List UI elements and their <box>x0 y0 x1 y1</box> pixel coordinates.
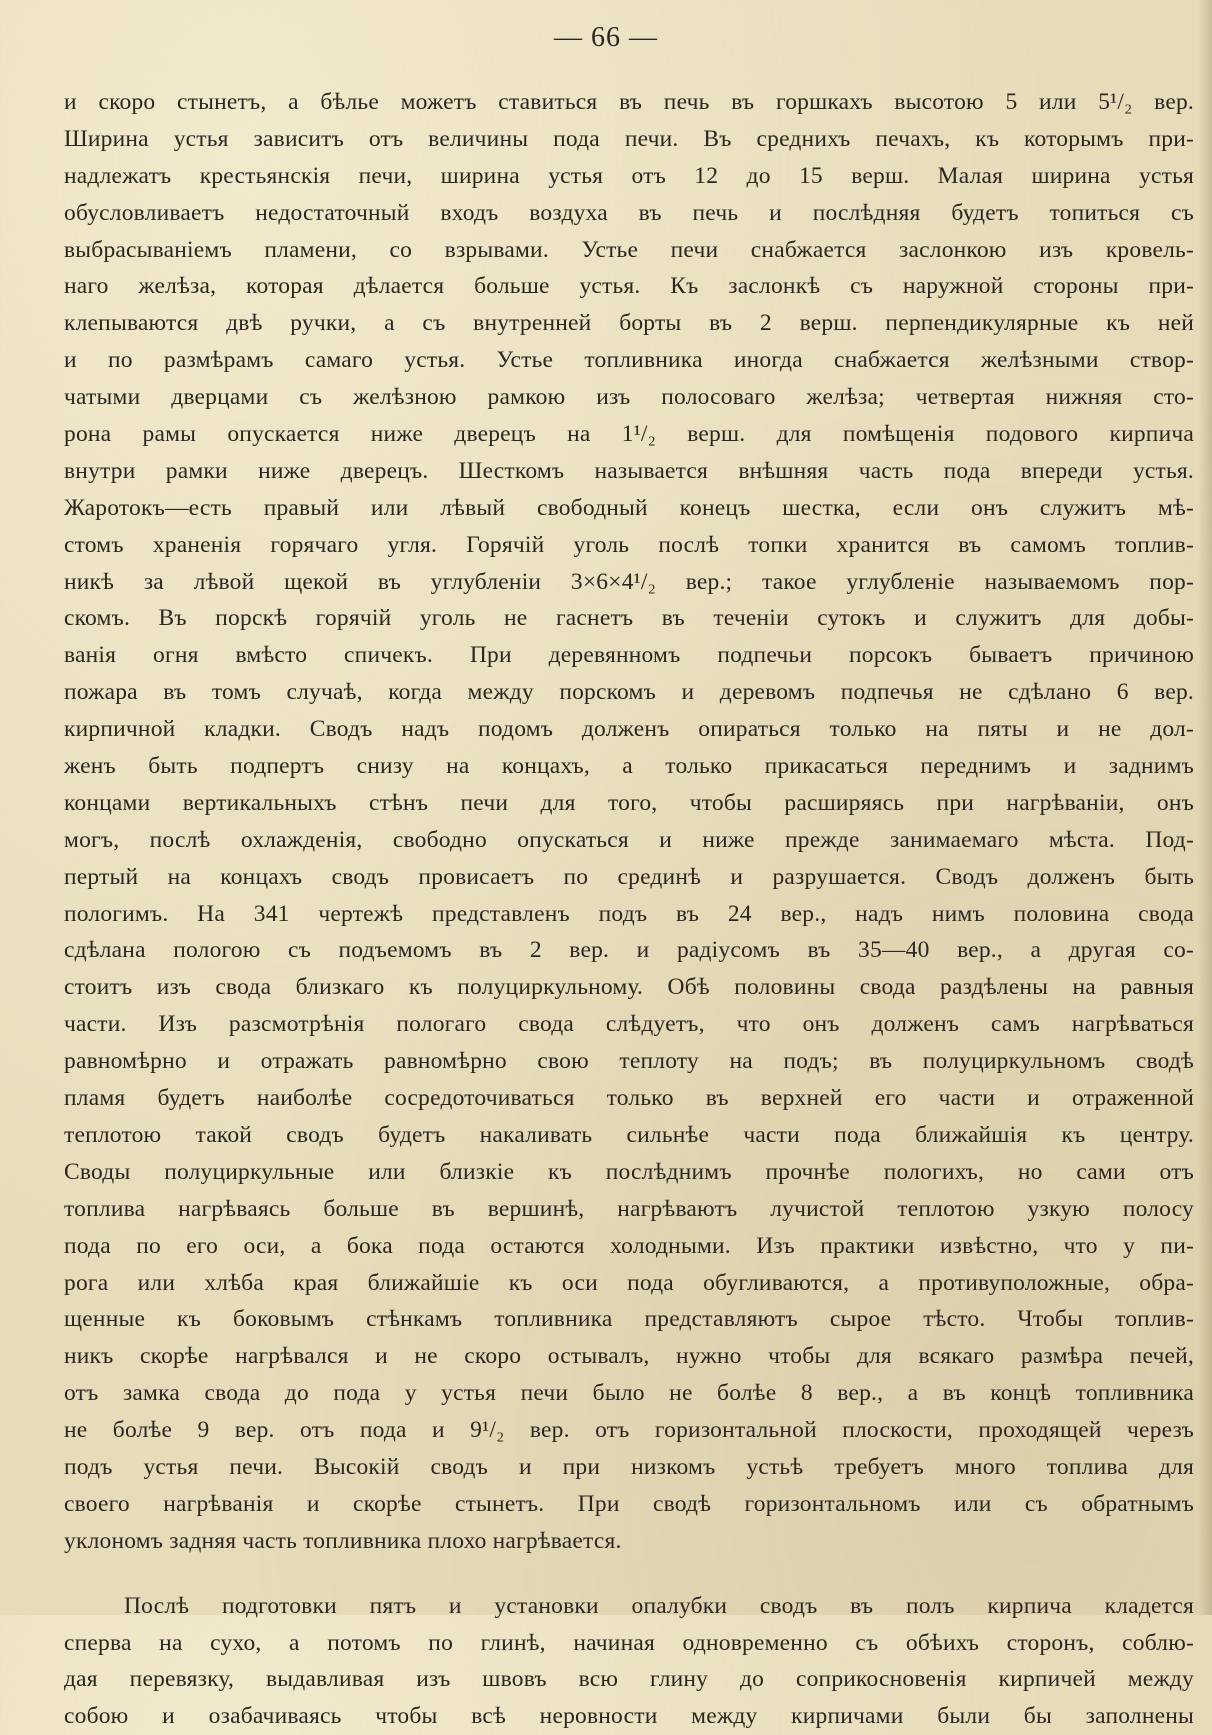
text-line: кирпичной кладки. Сводъ надъ подомъ долженъ опираться только на пяты и не дол- <box>64 716 1194 743</box>
text-line: рога или хлѣба края ближайшіе къ оси пода обугливаются, а противуположные, обра- <box>64 1269 1194 1296</box>
text-line: сперва на сухо, а потомъ по глинѣ, начиная одновременно съ обѣихъ сторонъ, соблю- <box>64 1629 1194 1656</box>
text-line: подъ устья печи. Высокій сводъ и при низкомъ устьѣ требуетъ много топлива для <box>64 1453 1194 1480</box>
text-line: Ширина устья зависитъ отъ величины пода печи. Въ среднихъ печахъ, къ которымъ при- <box>64 125 1194 152</box>
text-line: обусловливаетъ недостаточный входъ воздуха въ печь и послѣдняя будетъ топиться съ <box>64 199 1194 226</box>
text-line: части. Изъ разсмотрѣнія пологаго свода слѣдуетъ, что онъ долженъ самъ нагрѣваться <box>64 1011 1194 1038</box>
text-line: клепываются двѣ ручки, а съ внутренней борты въ 2 верш. перпендикулярные къ ней <box>64 310 1194 337</box>
text-line: пода по его оси, а бока пода остаются холодными. Изъ практики извѣстно, что у пи- <box>64 1232 1194 1259</box>
text-line: надлежатъ крестьянскія печи, ширина устья отъ 12 до 15 верш. Малая ширина устья <box>64 162 1194 189</box>
text-line: и по размѣрамъ самаго устья. Устье топливника иногда снабжается желѣзными створ- <box>64 347 1194 374</box>
paragraph-spacer <box>64 1560 1194 1588</box>
paragraph-2 <box>64 1588 1194 1735</box>
page-edge-shadow <box>1198 0 1212 1615</box>
text-line: и скоро стынетъ, а бѣлье можетъ ставиться въ печь въ горшкахъ высотою 5 или 5¹/₂ вер. <box>64 89 1194 115</box>
text-line: не болѣе 9 вер. отъ пода и 9¹/₂ вер. отъ горизонтальной плоскости, проходящей черезъ <box>64 1417 1194 1444</box>
text-line: пологимъ. На 341 чертежѣ представленъ подъ въ 24 вер., надъ нимъ половина свода <box>64 900 1194 927</box>
text-line: дая перевязку, выдавливая изъ швовъ всю глину до соприкосновенія кирпичей между <box>64 1666 1194 1693</box>
text-line: собою и озабачиваясь чтобы всѣ неровности между кирпичами были бы заполнены <box>64 1703 1194 1730</box>
body-text <box>64 84 1194 1735</box>
text-line: пламя будетъ наиболѣе сосредоточиваться только въ верхней его части и отраженной <box>64 1085 1194 1112</box>
text-line: женъ быть подпертъ снизу на концахъ, а только прикасаться переднимъ и заднимъ <box>64 753 1194 780</box>
paragraph-1 <box>64 84 1194 1560</box>
text-line: концами вертикальныхъ стѣнъ печи для того, чтобы расширяясь при нагрѣваніи, онъ <box>64 789 1194 816</box>
text-line: пожара въ томъ случаѣ, когда между порскомъ и деревомъ подпечья не сдѣлано 6 вер. <box>64 679 1194 706</box>
text-line: стомъ храненія горячаго угля. Горячій уголь послѣ топки хранится въ самомъ топлив- <box>64 531 1194 558</box>
text-line: пертый на концахъ сводъ провисаетъ по срединѣ и разрушается. Сводъ долженъ быть <box>64 863 1194 890</box>
text-line: равномѣрно и отражать равномѣрно свою теплоту на подъ; въ полуциркульномъ сводѣ <box>64 1048 1194 1075</box>
text-line: топлива нагрѣваясь больше въ вершинѣ, нагрѣваютъ лучистой теплотою узкую полосу <box>64 1195 1194 1222</box>
text-line: могъ, послѣ охлажденія, свободно опускаться и ниже прежде занимаемаго мѣста. Под- <box>64 826 1194 853</box>
text-line: внутри рамки ниже дверецъ. Шесткомъ называется внѣшняя часть пода впереди устья. <box>64 457 1194 484</box>
text-line: скомъ. Въ порскѣ горячій уголь не гаснетъ въ теченіи сутокъ и служитъ для добы- <box>64 605 1194 632</box>
text-line: Послѣ подготовки пятъ и установки опалубки сводъ въ полъ кирпича кладется <box>124 1592 1194 1619</box>
text-line: Своды полуциркульные или близкіе къ послѣднимъ прочнѣе пологихъ, но сами отъ <box>64 1158 1194 1185</box>
text-line: Жаротокъ—есть правый или лѣвый свободный конецъ шестка, если онъ служитъ мѣ- <box>64 494 1194 521</box>
text-line: теплотою такой сводъ будетъ накаливать сильнѣе части пода ближайшія къ центру. <box>64 1121 1194 1148</box>
page-number: — 66 — <box>554 22 658 53</box>
text-line: чатыми дверцами съ желѣзною рамкою изъ полосоваго желѣза; четвертая нижняя сто- <box>64 384 1194 411</box>
text-line: уклономъ задняя часть топливника плохо нагрѣвается. <box>64 1527 622 1554</box>
text-line: наго желѣза, которая дѣлается больше устья. Къ заслонкѣ съ наружной стороны при- <box>64 273 1194 300</box>
text-line: выбрасываніемъ пламени, со взрывами. Устье печи снабжается заслонкою изъ кровель- <box>64 236 1194 263</box>
text-line: никъ скорѣе нагрѣвался и не скоро остывалъ, нужно чтобы для всякаго размѣра печей, <box>64 1343 1194 1370</box>
text-line: щенные къ боковымъ стѣнкамъ топливника представляютъ сырое тѣсто. Чтобы топлив- <box>64 1306 1194 1333</box>
text-line: ванія огня вмѣсто спичекъ. При деревянномъ подпечьи порсокъ бываетъ причиною <box>64 642 1194 669</box>
text-line: сдѣлана пологою съ подъемомъ въ 2 вер. и радіусомъ въ 35—40 вер., а другая со- <box>64 937 1194 964</box>
text-line: отъ замка свода до пода у устья печи было не болѣе 8 вер., а въ концѣ топливника <box>64 1380 1194 1407</box>
text-line: рона рамы опускается ниже дверецъ на 1¹/₂ верш. для помѣщенія подового кирпича <box>64 421 1194 448</box>
text-line: своего нагрѣванія и скорѣе стынетъ. При сводѣ горизонтальномъ или съ обратнымъ <box>64 1490 1194 1517</box>
text-line: стоитъ изъ свода близкаго къ полуциркульному. Обѣ половины свода раздѣлены на равныя <box>64 974 1194 1001</box>
text-line: никѣ за лѣвой щекой въ углубленіи 3×6×4¹/₂ вер.; такое углубленіе называемомъ пор- <box>64 568 1194 595</box>
